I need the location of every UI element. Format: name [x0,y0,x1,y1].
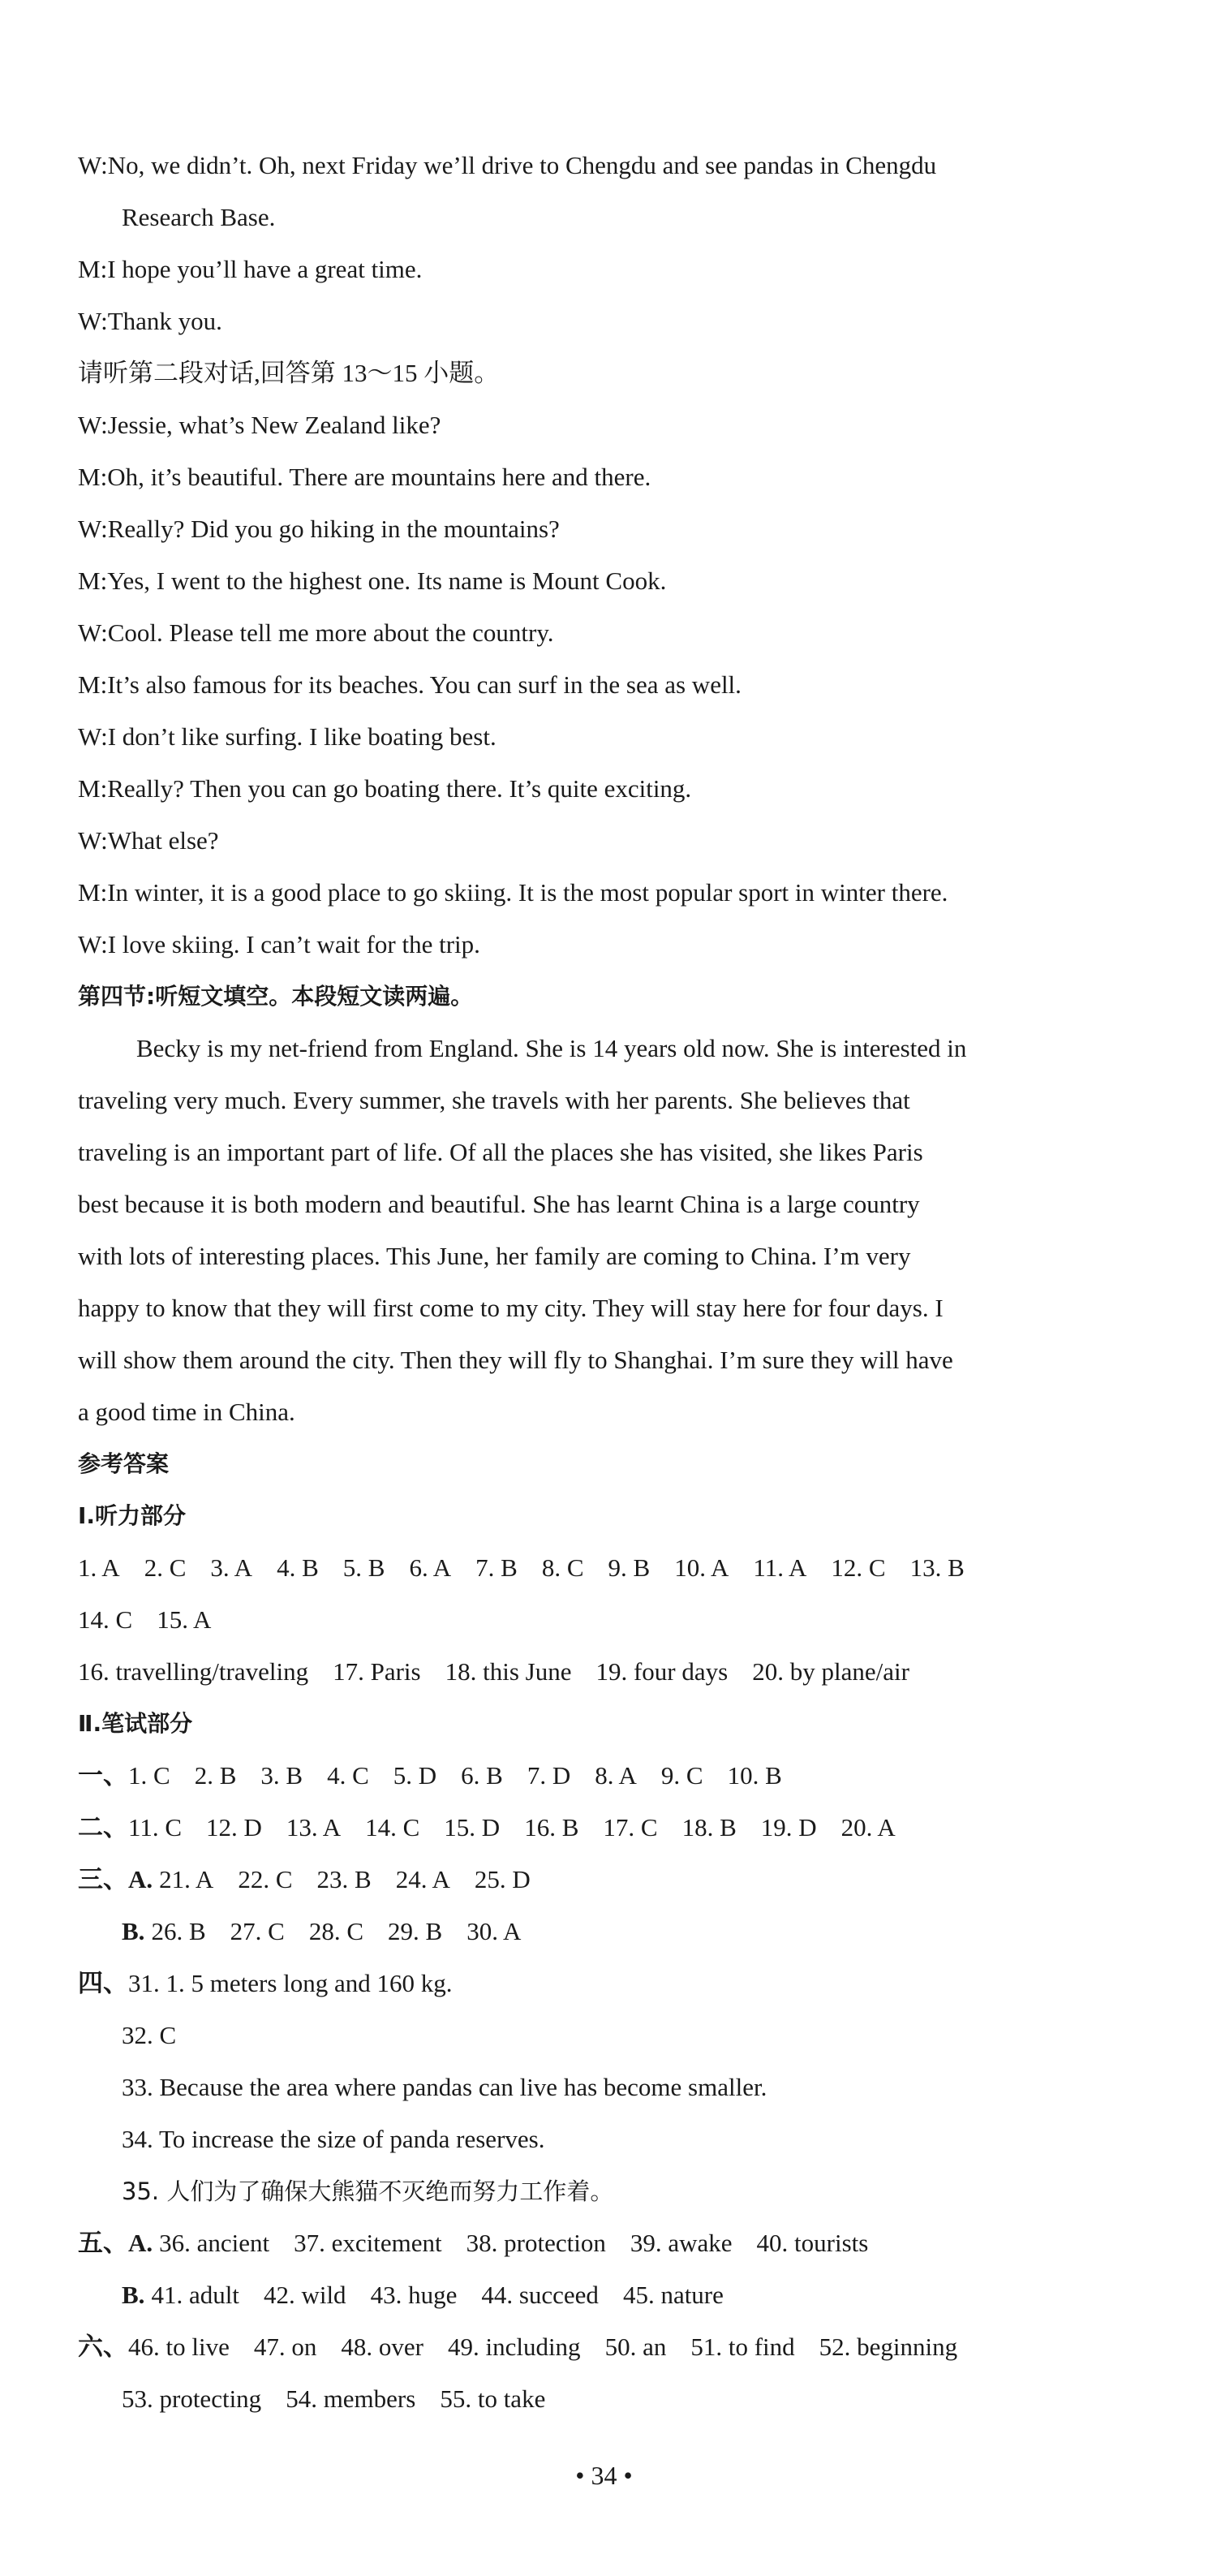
answer-row: 三、A. 21. A 22. C 23. B 24. A 25. D [78,1865,531,1893]
answer-row: 34. To increase the size of panda reserves. [122,2125,545,2153]
answer-row: 32. C [122,2021,177,2049]
answer-row: 二、11. C 12. D 13. A 14. C 15. D 16. B 17. C 18. B 19. D 20. A [78,1813,896,1842]
dialogue-line: W:Really? Did you go hiking in the mountains? [78,515,560,543]
dialogue-line: M:Yes, I went to the highest one. Its name is Mount Cook. [78,566,667,595]
section-heading: 第四节:听短文填空。本段短文读两遍。 [78,983,474,1010]
dialogue-line: W:Thank you. [78,307,222,335]
answer-row: 35. 人们为了确保大熊猫不灭绝而努力工作着。 [122,2178,614,2205]
answer-row: 六、46. to live 47. on 48. over 49. including 50. an 51. to find 52. beginning [78,2333,958,2361]
answers-heading: 参考答案 [78,1450,170,1477]
dialogue-line: W:I love skiing. I can’t wait for the trip. [78,930,480,958]
dialogue-line: W:No, we didn’t. Oh, next Friday we’ll drive to Chengdu and see pandas in Chengdu [78,151,937,179]
answer-row: 53. protecting 54. members 55. to take [122,2384,546,2413]
passage-line: traveling very much. Every summer, she travels with her parents. She believes that [78,1086,910,1114]
part1-heading: Ⅰ.听力部分 [78,1502,187,1529]
answer-row: 16. travelling/traveling 17. Paris 18. this June 19. four days 20. by plane/air [78,1657,909,1686]
dialogue-line: W:Cool. Please tell me more about the country. [78,618,554,647]
answer-row: 一、1. C 2. B 3. B 4. C 5. D 6. B 7. D 8. A 9. C 10. B [78,1761,782,1790]
answer-row: B. 26. B 27. C 28. C 29. B 30. A [122,1917,522,1945]
dialogue-line: M:In winter, it is a good place to go skiing. It is the most popular sport in winter there. [78,878,948,907]
instruction-text: 请听第二段对话,回答第 13～15 小题。 [78,359,500,387]
passage-line: happy to know that they will first come to my city. They will stay here for four days. I [78,1294,944,1322]
answer-row: 五、A. 36. ancient 37. excitement 38. protection 39. awake 40. tourists [78,2229,869,2257]
answer-row: 四、31. 1. 5 meters long and 160 kg. [78,1969,453,1997]
passage-line: traveling is an important part of life. Of all the places she has visited, she likes Paris [78,1138,923,1166]
dialogue-line: Research Base. [122,203,276,231]
dialogue-line: W:What else? [78,826,219,855]
answer-row: B. 41. adult 42. wild 43. huge 44. succeed 45. nature [122,2281,724,2309]
answer-row: 1. A 2. C 3. A 4. B 5. B 6. A 7. B 8. C 9. B 10. A 11. A 12. C 13. B [78,1553,965,1582]
answer-row: 14. C 15. A [78,1605,212,1634]
dialogue-line: W:I don’t like surfing. I like boating best. [78,722,497,751]
dialogue-line: M:It’s also famous for its beaches. You can surf in the sea as well. [78,670,742,699]
passage-line: a good time in China. [78,1398,295,1426]
page-number: • 34 • [575,2461,633,2490]
part2-heading: Ⅱ.笔试部分 [78,1710,193,1737]
passage-line: Becky is my net-friend from England. She is 14 years old now. She is interested in [136,1034,967,1062]
answer-row: 33. Because the area where pandas can live has become smaller. [122,2073,767,2101]
dialogue-line: M:Oh, it’s beautiful. There are mountains here and there. [78,463,651,491]
passage-line: will show them around the city. Then they will fly to Shanghai. I’m sure they will have [78,1346,953,1374]
dialogue-line: M:Really? Then you can go boating there. It’s quite exciting. [78,774,692,803]
passage-line: with lots of interesting places. This June, her family are coming to China. I’m very [78,1242,911,1270]
passage-line: best because it is both modern and beautiful. She has learnt China is a large country [78,1190,920,1218]
dialogue-line: W:Jessie, what’s New Zealand like? [78,411,441,439]
dialogue-line: M:I hope you’ll have a great time. [78,255,423,283]
